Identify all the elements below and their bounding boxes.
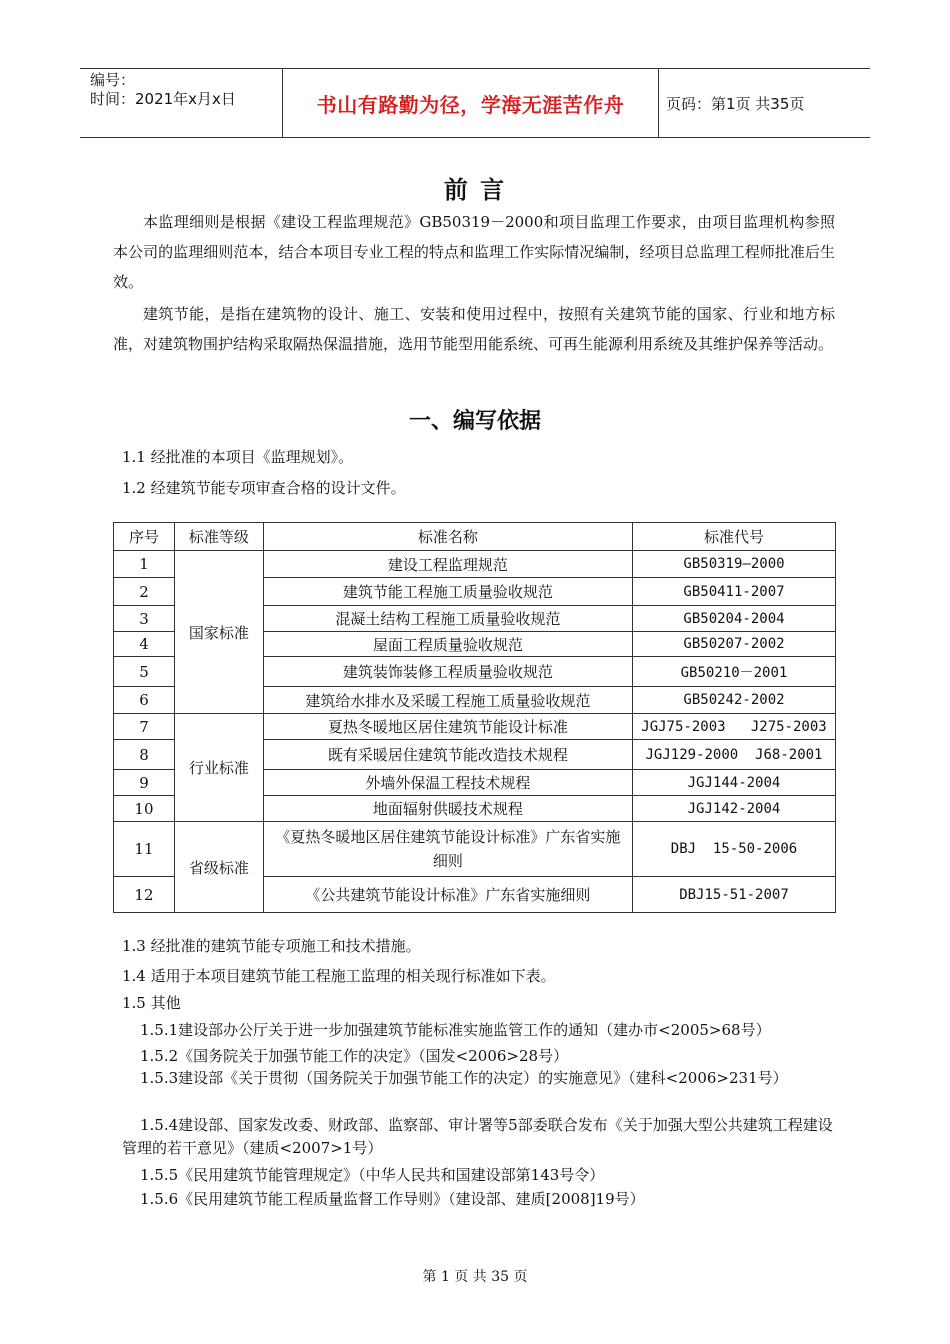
row-code: JGJ129-2000 J68-2001 — [632, 740, 835, 770]
row-name: 地面辐射供暖技术规程 — [263, 796, 632, 822]
col-header-level: 标准等级 — [174, 523, 263, 551]
row-name: 屋面工程质量验收规范 — [263, 632, 632, 657]
row-name: 夏热冬暖地区居住建筑节能设计标准 — [263, 714, 632, 740]
row-code: GB50242-2002 — [632, 687, 835, 714]
document-number-label: 编号： — [90, 71, 136, 89]
table-header-row — [114, 523, 836, 551]
header-meta — [80, 69, 282, 139]
row-name: 《夏热冬暖地区居住建筑节能设计标准》广东省实施细则 — [263, 822, 632, 877]
table-row — [114, 714, 836, 740]
row-no: 10 — [114, 796, 175, 822]
row-name: 既有采暖居住建筑节能改造技术规程 — [263, 740, 632, 770]
item-1-1: 1.1 经批准的本项目《监理规划》。 — [122, 448, 354, 466]
row-no: 3 — [114, 606, 175, 632]
row-no: 5 — [114, 657, 175, 687]
row-code: DBJ 15-50-2006 — [632, 822, 835, 877]
row-name: 《公共建筑节能设计标准》广东省实施细则 — [263, 877, 632, 913]
row-code: JGJ75-2003 J275-2003 — [632, 714, 835, 740]
item-1-4: 1.4 适用于本项目建筑节能工程施工监理的相关现行标准如下表。 — [122, 967, 556, 985]
row-name: 建筑装饰装修工程质量验收规范 — [263, 657, 632, 687]
row-no: 7 — [114, 714, 175, 740]
row-no: 4 — [114, 632, 175, 657]
row-code: JGJ144-2004 — [632, 770, 835, 796]
col-header-code: 标准代号 — [632, 523, 835, 551]
standards-table — [113, 522, 836, 913]
row-code: GB50207-2002 — [632, 632, 835, 657]
row-no: 6 — [114, 687, 175, 714]
preface-paragraph-1: 本监理细则是根据《建设工程监理规范》GB50319－2000和项目监理工作要求，由项目监理机构参照本公司的监理细则范本，结合本项目专业工程的特点和监理工作实际情况编制，经项目总监理工程师批准后生效。 — [113, 213, 835, 291]
item-1-5-1: 1.5.1建设部办公厅关于进一步加强建筑节能标准实施监管工作的通知（建办市<2005>68号） — [140, 1021, 771, 1039]
row-no: 12 — [114, 877, 175, 913]
row-name: 建筑节能工程施工质量验收规范 — [263, 578, 632, 606]
item-1-5-5: 1.5.5《民用建筑节能管理规定》（中华人民共和国建设部第143号令） — [140, 1166, 605, 1184]
table-row — [114, 822, 836, 877]
item-1-5: 1.5 其他 — [122, 994, 181, 1012]
row-no: 9 — [114, 770, 175, 796]
row-no: 1 — [114, 551, 175, 578]
item-1-5-3: 1.5.3建设部《关于贯彻（国务院关于加强节能工作的决定）的实施意见》（建科<2006>231号） — [140, 1069, 788, 1087]
item-1-5-4: 1.5.4建设部、国家发改委、财政部、监察部、审计署等5部委联合发布《关于加强大型公共建筑工程建设管理的若干意见》（建质<2007>1号） — [122, 1116, 833, 1157]
row-name: 混凝土结构工程施工质量验收规范 — [263, 606, 632, 632]
row-code: GB50210－2001 — [632, 657, 835, 687]
row-code: GB50411-2007 — [632, 578, 835, 606]
row-no: 8 — [114, 740, 175, 770]
item-1-5-6: 1.5.6《民用建筑节能工程质量监督工作导则》（建设部、建质[2008]19号） — [140, 1190, 645, 1208]
row-code: JGJ142-2004 — [632, 796, 835, 822]
item-1-5-2: 1.5.2《国务院关于加强节能工作的决定》（国发<2006>28号） — [140, 1047, 569, 1065]
document-date-label: 时间：2021年x月x日 — [90, 90, 236, 108]
row-no: 11 — [114, 822, 175, 877]
page-header — [80, 68, 870, 138]
section-1-title: 一、编写依据 — [408, 409, 541, 434]
row-name: 外墙外保温工程技术规程 — [263, 770, 632, 796]
row-no: 2 — [114, 578, 175, 606]
row-code: GB50319—2000 — [632, 551, 835, 578]
item-1-2: 1.2 经建筑节能专项审查合格的设计文件。 — [122, 479, 406, 497]
col-header-name: 标准名称 — [263, 523, 632, 551]
row-name: 建筑给水排水及采暖工程施工质量验收规范 — [263, 687, 632, 714]
level-national: 国家标准 — [174, 551, 263, 714]
item-1-3: 1.3 经批准的建筑节能专项施工和技术措施。 — [122, 937, 421, 955]
level-provincial: 省级标准 — [174, 822, 263, 913]
row-code: GB50204-2004 — [632, 606, 835, 632]
page-footer-number: 第 1 页 共 35 页 — [422, 1269, 528, 1285]
table-row — [114, 551, 836, 578]
row-code: DBJ15-51-2007 — [632, 877, 835, 913]
col-header-no: 序号 — [114, 523, 175, 551]
preface-paragraph-2: 建筑节能，是指在建筑物的设计、施工、安装和使用过程中，按照有关建筑节能的国家、行业和地方标准，对建筑物围护结构采取隔热保温措施，选用节能型用能系统、可再生能源利用系统及其维护保养等活动。 — [113, 305, 835, 353]
level-industry: 行业标准 — [174, 714, 263, 822]
header-page-label: 页码：第1页 共35页 — [666, 94, 805, 113]
preface-title: 前 言 — [443, 176, 507, 204]
header-motto: 书山有路勤为径，学海无涯苦作舟 — [282, 69, 659, 137]
row-name: 建设工程监理规范 — [263, 551, 632, 578]
